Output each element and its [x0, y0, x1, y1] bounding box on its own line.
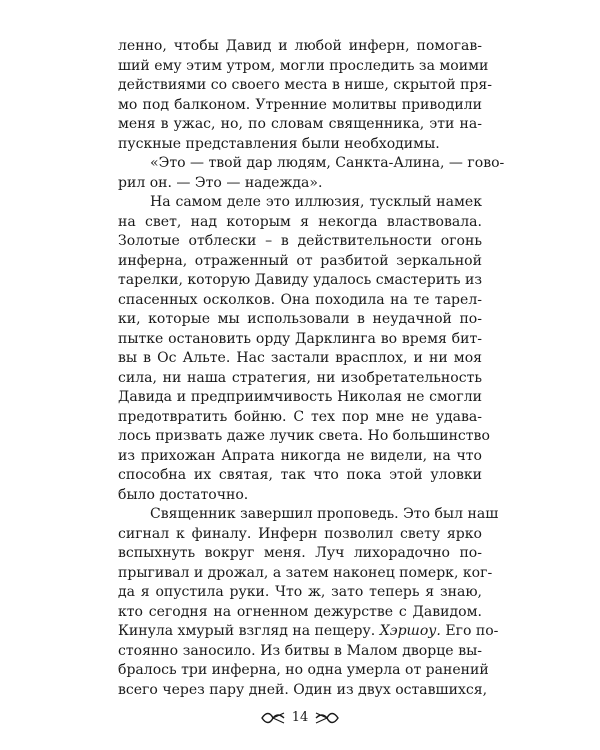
- text-line: спасенных осколков. Она походила на те тарел-: [118, 291, 482, 308]
- text-line: лось призвать даже лучик света. Но большинство: [118, 428, 490, 444]
- text-line: На самом деле это иллюзия, тусклый намек: [150, 194, 482, 210]
- text-line: было достаточно.: [118, 486, 249, 503]
- text-line: Священник завершил проповедь. Это был наш: [150, 506, 499, 522]
- ornament-right-icon: [314, 711, 340, 725]
- ornament-left-icon: [260, 711, 286, 725]
- text-line: [118, 622, 499, 642]
- page-footer: [0, 706, 600, 730]
- text-line: меня в ужас, но, по словам священника, эти на-: [118, 116, 482, 132]
- text-fragment: Его по-: [445, 623, 499, 639]
- text-line: вспыхнуть вокруг меня. Луч лихорадочно по-: [118, 545, 482, 561]
- text-line: из прихожан Апрата никогда не видели, на что: [118, 447, 482, 464]
- text-line: предотвратить бойню. С тех пор мне не удава-: [118, 408, 482, 425]
- text-line: Золотые отблески – в действительности огонь: [118, 233, 482, 249]
- text-line: ший ему этим утром, могли проследить за моими: [118, 57, 489, 74]
- text-line: на свет, над которым я некогда властвовала.: [118, 213, 482, 230]
- text-line: «Это — твой дар людям, Санкта-Алина, — гово-: [150, 155, 505, 171]
- text-line: бралось три инферна, но одна умерла от ранений: [118, 662, 489, 678]
- text-line: вы в Ос Альте. Нас застали врасплох, и ни моя: [118, 350, 482, 366]
- text-line: ки, которые мы использовали в неудачной по-: [118, 311, 482, 327]
- text-line: рил он. — Это — надежда».: [118, 174, 323, 191]
- page-number: 14: [291, 710, 309, 725]
- text-line: пускные представления были необходимы.: [118, 135, 440, 152]
- text-line: всего через пару дней. Один из двух оставшихся,: [118, 681, 488, 698]
- text-line: инферна, отраженный от разбитой зеркальной: [118, 252, 482, 269]
- italic-word: Хэршоу.: [379, 623, 441, 639]
- text-line: ленно, чтобы Давид и любой инферн, помогав-: [118, 38, 482, 54]
- text-line: кто сегодня на огненном дежурстве с Давидом.: [118, 603, 482, 620]
- text-line: тарелки, которую Давиду удалось смастерить из: [118, 272, 482, 288]
- text-fragment: Кинула хмурый взгляд на пещеру.: [118, 623, 376, 639]
- text-line: Давида и предприимчивость Николая не смогли: [118, 389, 482, 405]
- text-line: способна их святая, так что пока этой уловки: [118, 467, 482, 483]
- text-line: сила, ни наша стратегия, ни изобретательность: [118, 369, 482, 386]
- text-line: прыгивал и дрожал, а затем наконец померк, ког-: [118, 564, 493, 581]
- text-line: действиями со своего места в нише, скрытой пря-: [118, 77, 492, 93]
- text-line: стоянно заносило. Из битвы в Малом дворце вы-: [118, 642, 482, 659]
- text-line: да я опустила руки. Что ж, зато теперь я знаю,: [118, 584, 482, 600]
- text-line: мо под балконом. Утренние молитвы приводили: [118, 96, 482, 113]
- text-line: пытке остановить орду Дарклинга во время бит-: [118, 330, 482, 347]
- text-line: сигнал к финалу. Инферн позволил свету ярко: [118, 525, 482, 542]
